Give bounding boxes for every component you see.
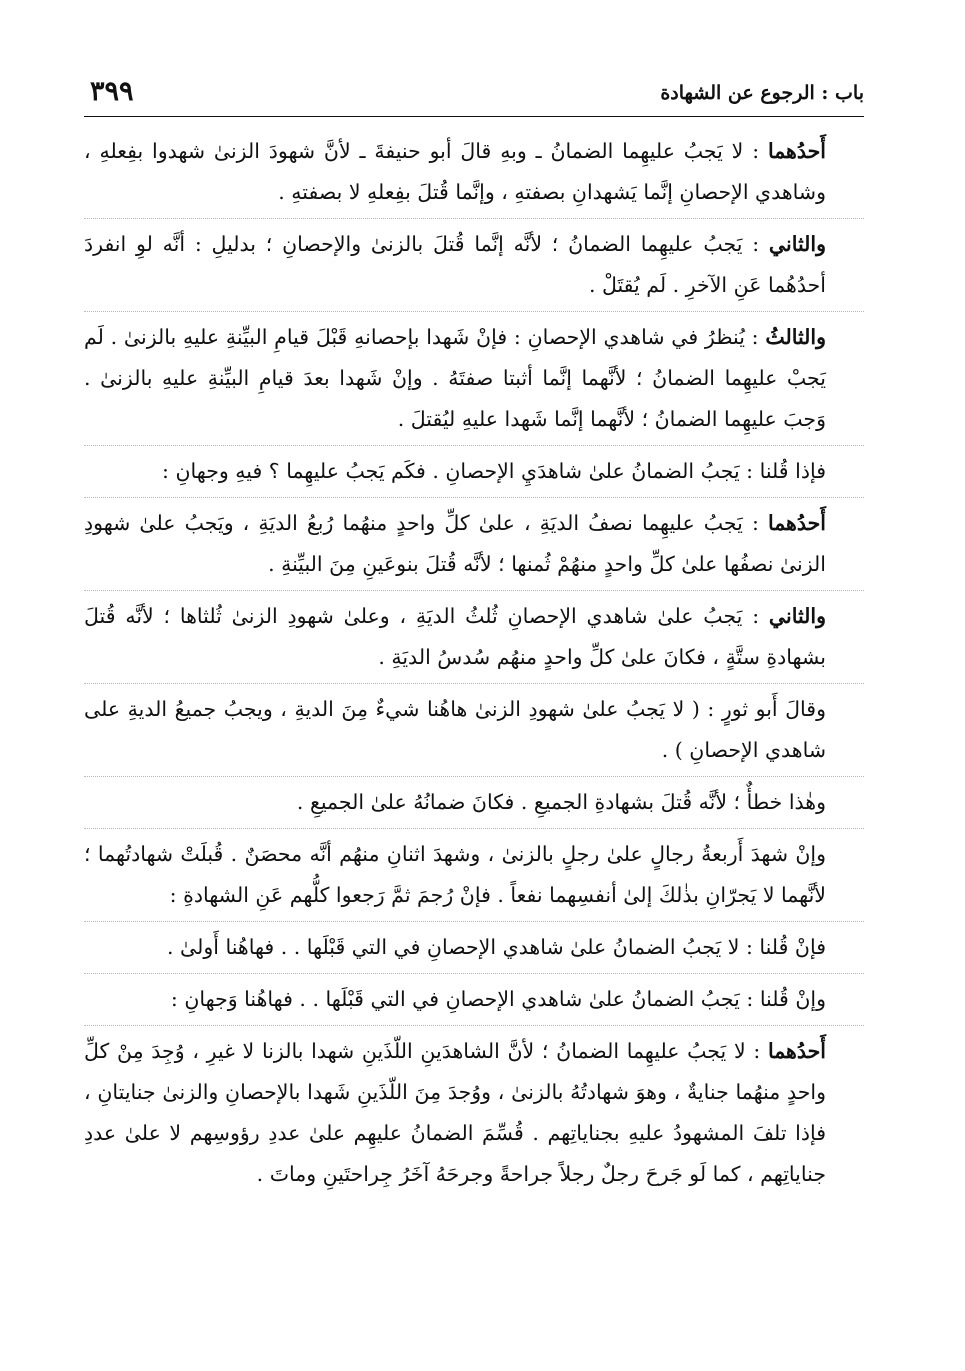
paragraph-lead: أَحدُهما — [767, 139, 826, 163]
paragraph-text: : يَجبُ عليهِما الضمانُ ؛ لأنَّه إنَّما قُتلَ بالزنىٰ والإحصانِ ؛ بدليلِ : أنَّه لوِ انفردَ أحدُهُما عَنِ الآخرِ . لَم يُقتَلْ . — [84, 232, 826, 297]
paragraph-lead: والثالثُ — [765, 325, 826, 349]
page-header — [84, 72, 864, 117]
paragraph-text: : يَجبُ علىٰ شاهدي الإحصانِ ثُلثُ الديَةِ ، وعلىٰ شهودِ الزنىٰ ثُلثاها ؛ لأنَّه قُتلَ بشهادةِ ستَّةٍ ، فكانَ علىٰ كلِّ واحدٍ منهُم سُدسُ الديَةِ . — [84, 604, 826, 669]
chapter-title: باب : الرجوع عن الشهادة — [660, 82, 864, 104]
paragraph-text: : لا يَجبُ عليهِما الضمانُ ـ وبهِ قالَ أبو حنيفةَ ـ لأنَّ شهودَ الزنىٰ شهدوا بفِعلهِ ، وشاهدي الإحصانِ إنَّما يَشهدانِ بصفتهِ ، وإنَّما قُتلَ بفِعلهِ لا بصفتهِ . — [84, 139, 826, 204]
paragraph-lead: أَحدُهما — [767, 511, 826, 535]
paragraph-text: وإنْ شهدَ أَربعةُ رجالٍ علىٰ رجلٍ بالزنىٰ ، وشهدَ اثنانِ منهُم أنَّه محصَنٌ . قُبلَتْ شهادتُهما ؛ لأنَّهما لا يَجرّانِ بذٰلكَ إلىٰ أنفسِهما نفعاً . فإنْ رُجمَ ثمَّ رَجعوا كلُّهم عَنِ الشهادةِ : — [84, 842, 826, 907]
paragraph — [84, 979, 864, 1026]
page-body — [84, 117, 864, 1200]
paragraph — [84, 782, 864, 829]
paragraph-text: وهٰذا خطأٌ ؛ لأنَّه قُتلَ بشهادةِ الجميعِ . فكانَ ضمانُهُ علىٰ الجميعِ . — [296, 790, 826, 814]
paragraph-text: فإذا قُلنا : يَجبُ الضمانُ علىٰ شاهدَيِ الإحصانِ . فكَم يَجبُ عليهِما ؟ فيهِ وجهانِ : — [162, 459, 826, 483]
book-page — [84, 72, 864, 1205]
paragraph-text: فإنْ قُلنا : لا يَجبُ الضمانُ علىٰ شاهدي الإحصانِ في التي قَبْلَها . . فهاهُنا أَولىٰ . — [167, 935, 826, 959]
paragraph — [84, 596, 864, 684]
page-number: ٣٩٩ — [90, 76, 134, 107]
paragraph-lead: أَحدُهما — [767, 1039, 826, 1063]
paragraph — [84, 317, 864, 446]
paragraph — [84, 927, 864, 974]
paragraph-lead: والثاني — [768, 604, 826, 628]
paragraph — [84, 451, 864, 498]
paragraph — [84, 131, 864, 219]
paragraph-text: : يُنظرُ في شاهدي الإحصانِ : فإنْ شَهدا بإحصانهِ قَبْلَ قيامِ البيِّنةِ عليهِ بالزنىٰ . لَم يَجبْ عليهِما الضمانُ ؛ لأنَّهما إنَّما أثبتا صفتَهُ . وإنْ شَهدا بعدَ قيامِ البيِّنةِ عليهِ بالزنىٰ . وَجبَ عليهِما الضمانُ ؛ لأنَّهما إنَّما شَهدا عليهِ ليُقتلَ . — [84, 325, 826, 431]
paragraph-lead: والثاني — [768, 232, 826, 256]
paragraph-text: وإنْ قُلنا : يَجبُ الضمانُ علىٰ شاهدي الإحصانِ في التي قَبْلَها . . فهاهُنا وَجهانِ : — [170, 987, 826, 1011]
paragraph — [84, 224, 864, 312]
paragraph — [84, 503, 864, 591]
paragraph-text: : يَجبُ عليهِما نصفُ الديَةِ ، علىٰ كلِّ واحدٍ منهُما رُبعُ الديَةِ ، ويَجبُ علىٰ شهودِ الزنىٰ نصفُها علىٰ كلِّ واحدٍ منهُمْ ثُمنها ؛ لأنَّه قُتلَ بنوعَينِ مِنَ البيِّنةِ . — [84, 511, 826, 576]
paragraph — [84, 834, 864, 922]
paragraph-text: : لا يَجبُ عليهِما الضمانُ ؛ لأنَّ الشاهدَينِ اللّذَينِ شهدا بالزنا لا غيرِ ، وُجِدَ مِنْ كلِّ واحدٍ منهُما جنايةٌ ، وهوَ شهادتُهُ بالزنىٰ ، ووُجدَ مِنَ اللّذَينِ شَهدا بالإحصانِ والزنىٰ جنايتانِ ، فإذا تلفَ المشهودُ عليهِ بجناياتِهم . قُسِّمَ الضمانُ عليهِم علىٰ عددِ رؤوسِهم لا علىٰ عددِ جناياتِهم ، كما لَو جَرحَ رجلٌ رجلاً جراحةً وجرحَهُ آخَرُ جِراحتَينِ وماتَ . — [84, 1039, 826, 1186]
paragraph — [84, 1031, 864, 1200]
paragraph-text: وقالَ أَبو ثورٍ : ( لا يَجبُ علىٰ شهودِ الزنىٰ هاهُنا شيءٌ مِنَ الديةِ ، ويجبُ جميعُ الديةِ على شاهدي الإحصانِ ) . — [84, 697, 826, 762]
paragraph — [84, 689, 864, 777]
